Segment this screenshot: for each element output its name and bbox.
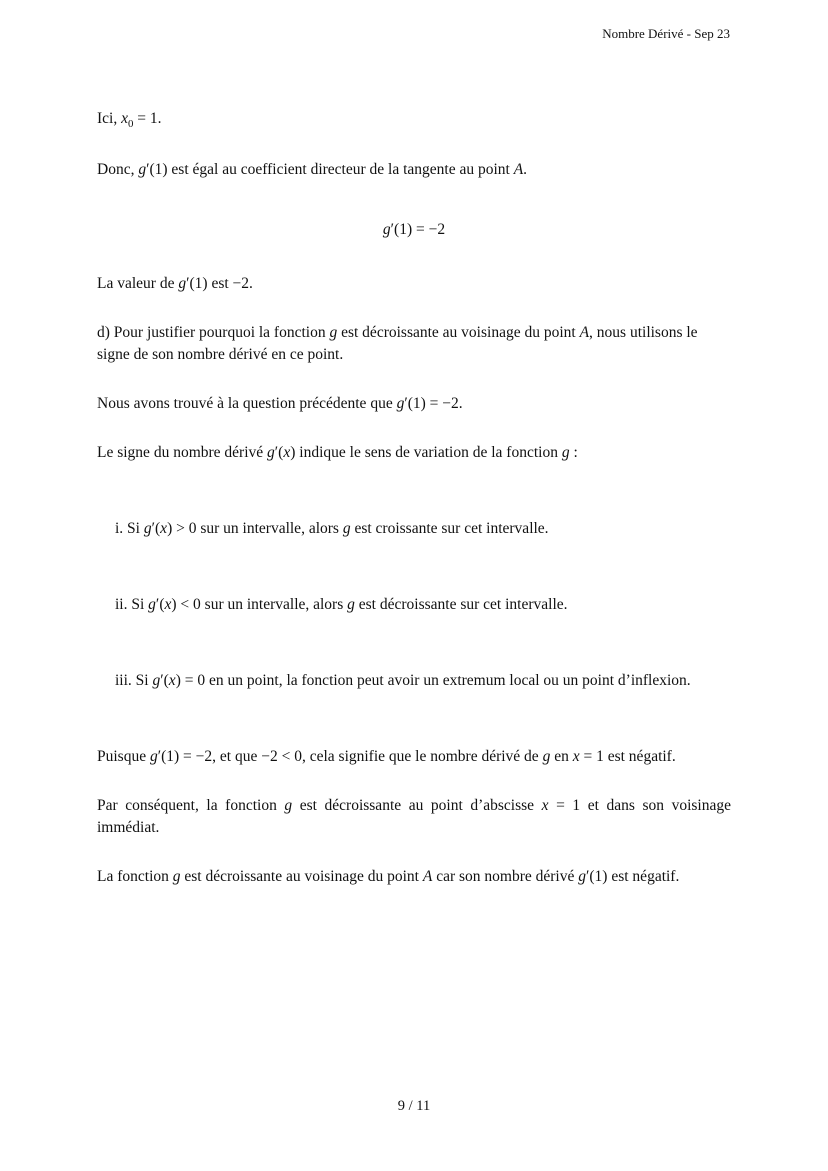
math-variable: A	[579, 324, 590, 342]
text-run: ′(	[151, 520, 161, 538]
text-run: ) = 0	[175, 672, 206, 690]
math-variable: g	[578, 868, 586, 886]
text-run: La valeur de	[97, 275, 179, 293]
text-run: Nous avons trouvé à la question précédente que	[97, 395, 397, 413]
text-run: ) < 0	[171, 596, 201, 614]
text-run: Par conséquent, la fonction	[97, 797, 285, 815]
paragraph	[97, 273, 731, 295]
math-variable: g	[143, 520, 152, 538]
text-run: ′(	[160, 672, 169, 690]
paragraph	[97, 746, 731, 768]
text-run: d) Pour justifier pourquoi la fonction	[97, 324, 330, 342]
text-run: ′(1) = −2.	[404, 395, 463, 413]
math-variable: g	[329, 324, 338, 342]
text-run: est négatif.	[603, 748, 676, 766]
math-variable: g	[382, 221, 391, 239]
text-run: ) > 0	[167, 520, 197, 538]
page-header: Nombre Dérivé - Sep 23	[602, 26, 730, 41]
text-run: Donc,	[97, 161, 139, 179]
math-variable: g	[152, 672, 161, 690]
text-run: , et que −2 < 0, cela signifie que le nombre dérivé de	[212, 748, 543, 766]
text-run: , nous utilisons le signe de son nombre dérivé en ce point.	[97, 324, 698, 364]
paragraph	[97, 393, 731, 415]
text-run: = 1	[548, 797, 581, 815]
text-run: ′(1) = −2	[157, 748, 213, 766]
text-run: sur un intervalle, alors	[200, 596, 348, 614]
text-run: Puisque	[97, 748, 150, 766]
math-variable: g	[149, 748, 158, 766]
text-run: ′(1)	[186, 275, 208, 293]
text-run: est négatif.	[607, 868, 680, 886]
math-variable: g	[148, 596, 156, 614]
math-variable: x	[160, 520, 168, 538]
math-variable: A	[422, 868, 433, 886]
math-variable: g	[284, 797, 293, 815]
text-run: est décroissante au voisinage du point	[337, 324, 580, 342]
text-run: est égal au coefficient directeur de la tangente au point	[167, 161, 514, 179]
text-run: sur un intervalle, alors	[196, 520, 343, 538]
text-run: = 1	[579, 748, 604, 766]
text-run: et dans son voisinage immédiat.	[97, 797, 731, 837]
text-run: Ici,	[97, 110, 122, 127]
paragraph	[97, 795, 731, 839]
equation	[97, 219, 731, 241]
list-item	[115, 518, 731, 540]
math-variable: g	[342, 520, 351, 538]
paragraph	[97, 108, 731, 132]
math-variable: x	[164, 596, 172, 614]
text-run: ′(1)	[586, 868, 608, 886]
text-run: en	[550, 748, 573, 766]
page-number: 9 / 11	[397, 1098, 431, 1114]
math-variable: x	[283, 444, 291, 462]
list-item	[115, 594, 731, 616]
paragraph	[97, 159, 731, 181]
document-body	[97, 108, 731, 915]
text-run: car son nombre dérivé	[432, 868, 579, 886]
math-variable: x	[541, 797, 549, 815]
text-run: iii. Si	[115, 672, 153, 690]
math-variable: x	[572, 748, 580, 766]
text-run: i. Si	[115, 520, 144, 538]
list-item	[115, 670, 731, 692]
math-variable: g	[347, 596, 355, 614]
paragraph	[97, 866, 731, 888]
math-variable: g	[178, 275, 187, 293]
text-run: La fonction	[97, 868, 173, 886]
math-variable: x	[121, 110, 128, 127]
text-run: ii. Si	[115, 596, 149, 614]
paragraph	[97, 442, 731, 464]
text-run: est −2.	[207, 275, 253, 293]
text-run: est décroissante au voisinage du point	[180, 868, 423, 886]
text-run: ′(	[274, 444, 284, 462]
math-variable: g	[396, 395, 405, 413]
math-variable: g	[542, 748, 551, 766]
paragraph	[97, 322, 731, 366]
text-run: en un point, la fonction peut avoir un extremum local ou un point d’inflexion.	[205, 672, 691, 690]
text-run: ′(1) = −2	[390, 221, 446, 239]
text-run: ′(	[155, 596, 165, 614]
math-variable: g	[267, 444, 275, 462]
text-run: .	[523, 161, 528, 179]
text-run: )	[290, 444, 296, 462]
text-run: Le signe du nombre dérivé	[97, 444, 268, 462]
math-variable: x	[168, 672, 176, 690]
text-run: indique le sens de variation de la fonction	[295, 444, 562, 462]
text-run: = 1.	[133, 110, 162, 127]
text-run: :	[569, 444, 578, 462]
text-run: est décroissante sur cet intervalle.	[354, 596, 568, 614]
math-subscript: 0	[128, 118, 134, 131]
math-variable: g	[172, 868, 181, 886]
text-run: est croissante sur cet intervalle.	[350, 520, 549, 538]
math-variable: g	[561, 444, 570, 462]
text-run: est décroissante au point d’abscisse	[292, 797, 542, 815]
text-run: ′(1)	[146, 161, 168, 179]
math-variable: A	[513, 161, 524, 179]
math-variable: g	[138, 161, 147, 179]
